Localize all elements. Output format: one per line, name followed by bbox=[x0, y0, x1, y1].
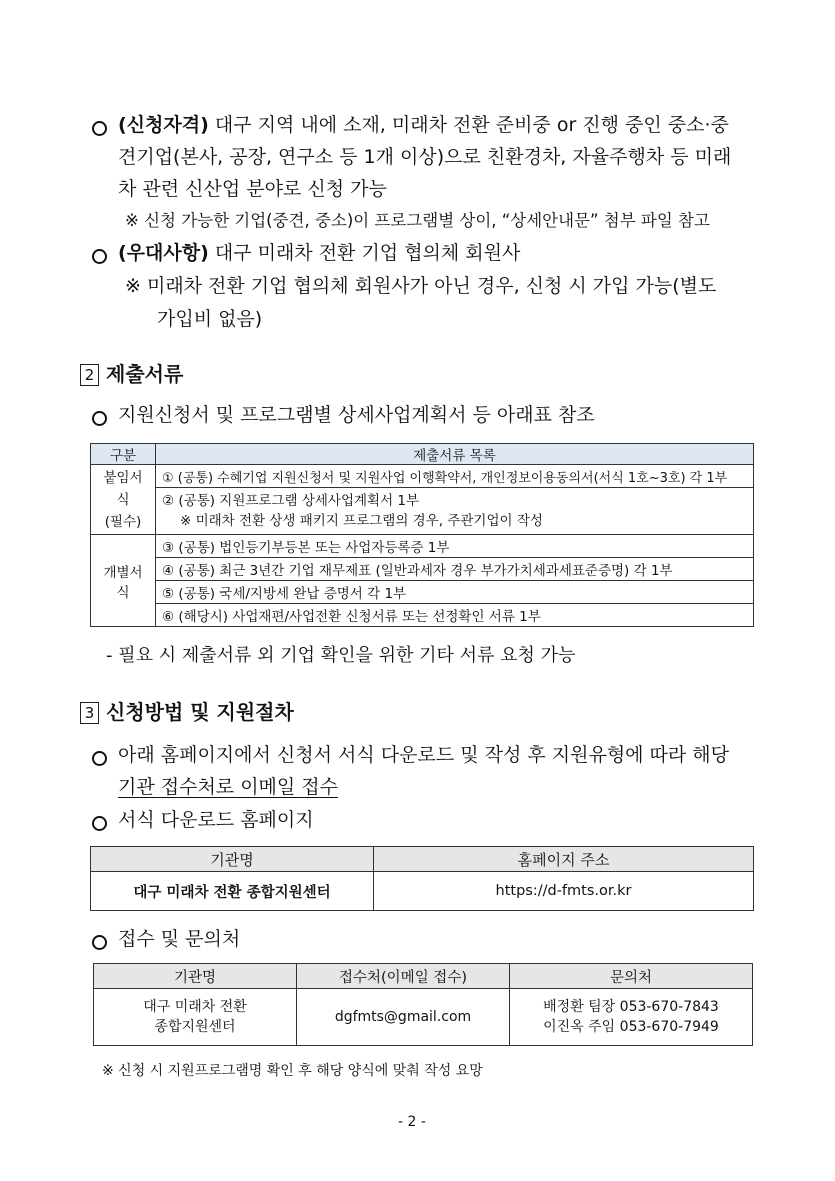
table-row bbox=[91, 558, 754, 581]
org-name-cell: 대구 미래차 전환 종합지원센터 bbox=[91, 872, 374, 911]
contact-table bbox=[93, 963, 753, 1046]
eligibility-label: (신청자격) bbox=[118, 114, 209, 136]
bullet-icon bbox=[92, 751, 107, 766]
method-line-1: 아래 홈페이지에서 신청서 서식 다운로드 및 작성 후 지원유형에 따라 해당 bbox=[118, 744, 730, 766]
table-header-cell: 홈페이지 주소 bbox=[374, 847, 754, 872]
download-heading: 서식 다운로드 홈페이지 bbox=[118, 809, 314, 831]
page-number: - 2 - bbox=[398, 1114, 426, 1130]
section-number-box: 2 bbox=[80, 364, 99, 386]
table-header-row bbox=[91, 847, 754, 872]
documents-intro: 지원신청서 및 프로그램별 상세사업계획서 등 아래표 참조 bbox=[118, 404, 595, 426]
preference-note-line-1: ※ 미래차 전환 기업 협의체 회원사가 아닌 경우, 신청 시 가입 가능(별도 bbox=[125, 275, 717, 297]
eligibility-line-2: 견기업(본사, 공장, 연구소 등 1개 이상)으로 친환경차, 자율주행차 등 미래 bbox=[118, 146, 732, 168]
preference-label: (우대사항) bbox=[118, 242, 209, 264]
eligibility-text: 대구 지역 내에 소재, 미래차 전환 준비중 or 진행 중인 중소·중 bbox=[214, 114, 729, 136]
homepage-table bbox=[90, 846, 754, 911]
eligibility-line-1 bbox=[118, 113, 729, 137]
table-row bbox=[91, 872, 754, 911]
org-name-cell bbox=[94, 989, 297, 1046]
table-header-row bbox=[91, 444, 754, 465]
document-item-note: ※ 미래차 전환 상생 패키지 프로그램의 경우, 주관기업이 작성 bbox=[180, 513, 543, 529]
document-item bbox=[156, 488, 754, 535]
document-item: ④ (공통) 최근 3년간 기업 재무제표 (일반과세자 경우 부가가치세과세표준증명) 각 1부 bbox=[156, 558, 754, 581]
table-row bbox=[91, 488, 754, 535]
table-header-row bbox=[94, 964, 753, 989]
table-header-cell: 제출서류 목록 bbox=[156, 444, 754, 465]
section-title: 신청방법 및 지원절차 bbox=[106, 700, 294, 724]
table-header-cell: 문의처 bbox=[510, 964, 753, 989]
bullet-icon bbox=[92, 816, 107, 831]
email-link[interactable]: dgfmts@gmail.com bbox=[297, 989, 510, 1046]
table-row bbox=[91, 604, 754, 627]
preference-note-line-2: 가입비 없음) bbox=[157, 308, 263, 330]
documents-footnote: - 필요 시 제출서류 외 기업 확인을 위한 기타 서류 요청 가능 bbox=[106, 645, 576, 666]
section-title: 제출서류 bbox=[106, 362, 184, 386]
document-item: ③ (공통) 법인등기부등본 또는 사업자등록증 1부 bbox=[156, 535, 754, 558]
table-row bbox=[91, 465, 754, 488]
table-row bbox=[91, 581, 754, 604]
section-number-box: 3 bbox=[80, 702, 99, 724]
table-header-cell: 구분 bbox=[91, 444, 156, 465]
bullet-icon bbox=[92, 935, 107, 950]
homepage-url-link[interactable]: https://d-fmts.or.kr bbox=[374, 872, 754, 911]
org-name-line: 종합지원센터 bbox=[154, 1019, 236, 1035]
document-item: ⑤ (공통) 국세/지방세 완납 증명서 각 1부 bbox=[156, 581, 754, 604]
contact-heading: 접수 및 문의처 bbox=[118, 928, 241, 950]
method-line-2: 기관 접수처로 이메일 접수 bbox=[118, 776, 339, 798]
documents-table bbox=[90, 443, 754, 627]
bullet-icon bbox=[92, 411, 107, 426]
contact-person: 배정환 팀장 053-670-7843 bbox=[543, 999, 719, 1015]
contact-person: 이진옥 주임 053-670-7949 bbox=[543, 1019, 719, 1035]
table-row bbox=[91, 535, 754, 558]
eligibility-note: ※ 신청 가능한 기업(중견, 중소)이 프로그램별 상이, “상세안내문” 첨부 파일 참고 bbox=[125, 211, 710, 230]
table-header-cell: 접수처(이메일 접수) bbox=[297, 964, 510, 989]
group-label: (필수) bbox=[104, 513, 142, 530]
org-name-line: 대구 미래차 전환 bbox=[143, 999, 247, 1015]
table-header-cell: 기관명 bbox=[94, 964, 297, 989]
eligibility-line-3: 차 관련 신산업 분야로 신청 가능 bbox=[118, 178, 387, 200]
table-header-cell: 기관명 bbox=[91, 847, 374, 872]
group-cell-required bbox=[91, 465, 156, 535]
bullet-icon bbox=[92, 121, 107, 136]
document-item: ① (공통) 수혜기업 지원신청서 및 지원사업 이행확약서, 개인정보이용동의서(서식 1호~3호) 각 1부 bbox=[156, 465, 754, 488]
document-item-text: ② (공통) 지원프로그램 상세사업계획서 1부 bbox=[162, 493, 420, 509]
table-row bbox=[94, 989, 753, 1046]
group-cell-individual: 개별서식 bbox=[91, 535, 156, 627]
bullet-icon bbox=[92, 249, 107, 264]
document-item: ⑥ (해당시) 사업재편/사업전환 신청서류 또는 선정확인 서류 1부 bbox=[156, 604, 754, 627]
preference-line bbox=[118, 241, 520, 265]
group-label: 붙임서식 bbox=[103, 469, 143, 508]
closing-note: ※ 신청 시 지원프로그램명 확인 후 해당 양식에 맞춰 작성 요망 bbox=[102, 1063, 483, 1079]
contact-cell bbox=[510, 989, 753, 1046]
preference-text: 대구 미래차 전환 기업 협의체 회원사 bbox=[214, 242, 521, 264]
